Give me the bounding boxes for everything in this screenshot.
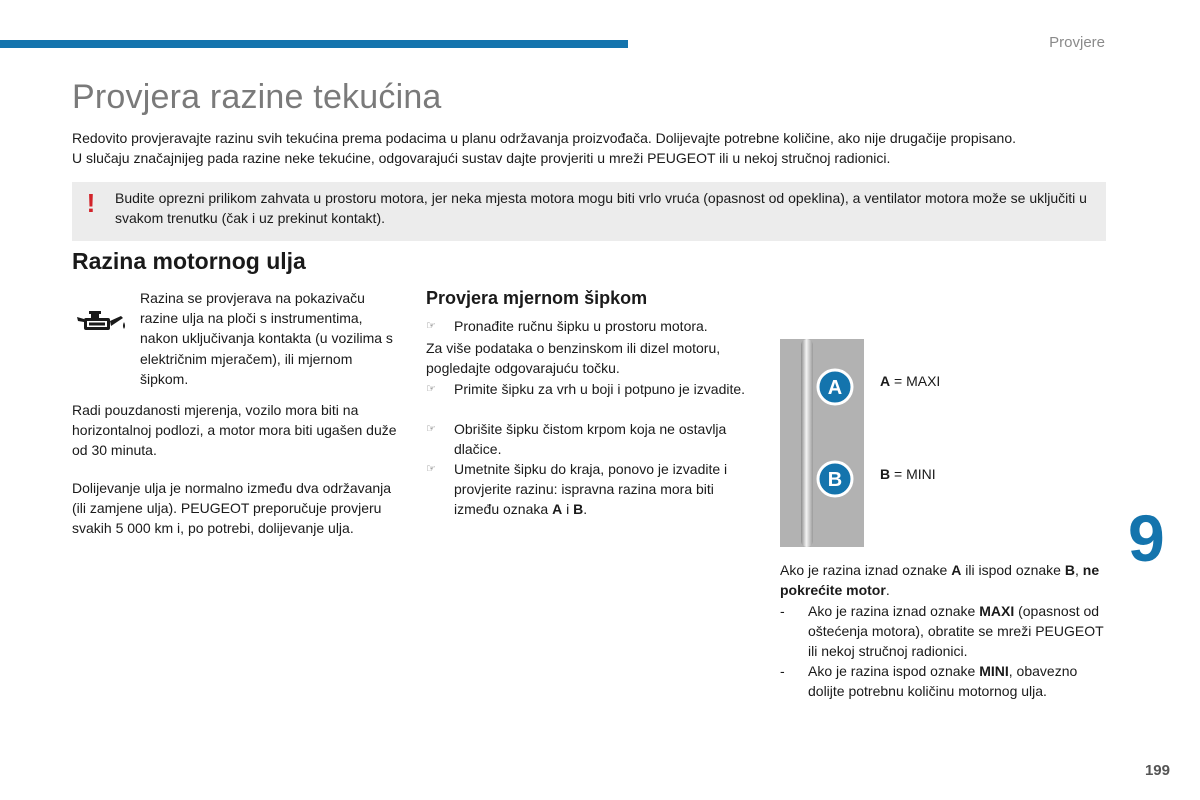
chapter-number: 9 (1128, 501, 1165, 575)
dipstick-step-1: ☞ Pronađite ručnu šipku u prostoru motora. (426, 316, 756, 336)
dipstick-step-3: ☞ Obrišite šipku čistom krpom koja ne ostavlja dlačice. (426, 421, 727, 458)
page-title: Provjera razine tekućina (72, 78, 442, 116)
level-warning-text: Ako je razina iznad oznake A ili ispod oznake B, ne pokrećite motor. (780, 562, 1100, 599)
oil-indicator-text: Razina se provjerava na pokazivaču razine ulja na ploči s instrumentima, nakon uključivanja kontakta (u vozilima s električnim mjeračem), ili mjernom šipkom. (140, 290, 393, 387)
intro-line-1: Redovito provjeravajte razinu svih tekućina prema podacima u planu održavanja proizvođača. Dolijevajte potrebne količine, ako nije drugačije propisano. (72, 130, 1016, 146)
dipstick-step-4: ☞ Umetnite šipku do kraja, ponovo je izvadite i provjerite razinu: ispravna razina mora biti između oznaka A i B. (426, 461, 728, 518)
header-accent-bar (0, 40, 628, 48)
warning-icon: ! (86, 188, 96, 218)
svg-text:A: A (827, 377, 843, 399)
oil-level-heading: Razina motornog ulja (72, 248, 306, 274)
intro-text (72, 128, 1132, 168)
mark-a-badge (816, 368, 854, 406)
oil-can-icon (74, 308, 128, 334)
pointing-hand-icon: ☞ (426, 320, 436, 332)
dipstick-info: Za više podataka o benzinskom ili dizel motoru, pogledajte odgovarajuću točku. (426, 340, 721, 377)
svg-text:B: B (827, 469, 843, 491)
dipstick-rod (800, 339, 814, 547)
dipstick-step-2: ☞ Primite šipku za vrh u boji i potpuno je izvadite. (426, 379, 756, 399)
level-note-maxi: - Ako je razina iznad oznake MAXI (opasnost od oštećenja motora), obratite se mreži PEUGEOT ili nekoj stručnoj radionici. (780, 603, 1104, 660)
page-number: 199 (1144, 762, 1170, 779)
mark-b-badge (816, 460, 854, 498)
reliability-text: Radi pouzdanosti mjerenja, vozilo mora biti na horizontalnoj podlozi, a motor mora biti ugašen duže od 30 minuta. (72, 402, 397, 459)
dipstick-heading: Provjera mjernom šipkom (426, 288, 648, 308)
pointing-hand-icon: ☞ (426, 383, 436, 395)
intro-line-2: U slučaju značajnijeg pada razine neke tekućine, odgovarajući sustav dajte provjeriti u mreži PEUGEOT ili u nekoj stručnoj radionici. (72, 150, 891, 166)
pointing-hand-icon: ☞ (426, 463, 436, 475)
mark-b-label: B = MINI (880, 466, 936, 482)
pointing-hand-icon: ☞ (426, 423, 436, 435)
refill-text: Dolijevanje ulja je normalno između dva održavanja (ili zamjene ulja). PEUGEOT preporučuje provjeru svakih 5 000 km i, po potrebi, dolijevanje ulja. (72, 480, 392, 537)
mark-a-label: A = MAXI (880, 373, 941, 389)
warning-text: Budite oprezni prilikom zahvata u prostoru motora, jer neka mjesta motora mogu biti vrlo vruća (opasnost od opeklina), a ventilator motora može se uključiti u svakom trenutku (čak i uz prekinut kontakt). (115, 190, 1087, 226)
section-label: Provjere (1049, 34, 1105, 51)
level-note-mini: - Ako je razina ispod oznake MINI, obavezno dolijte potrebnu količinu motornog ulja. (780, 663, 1078, 700)
